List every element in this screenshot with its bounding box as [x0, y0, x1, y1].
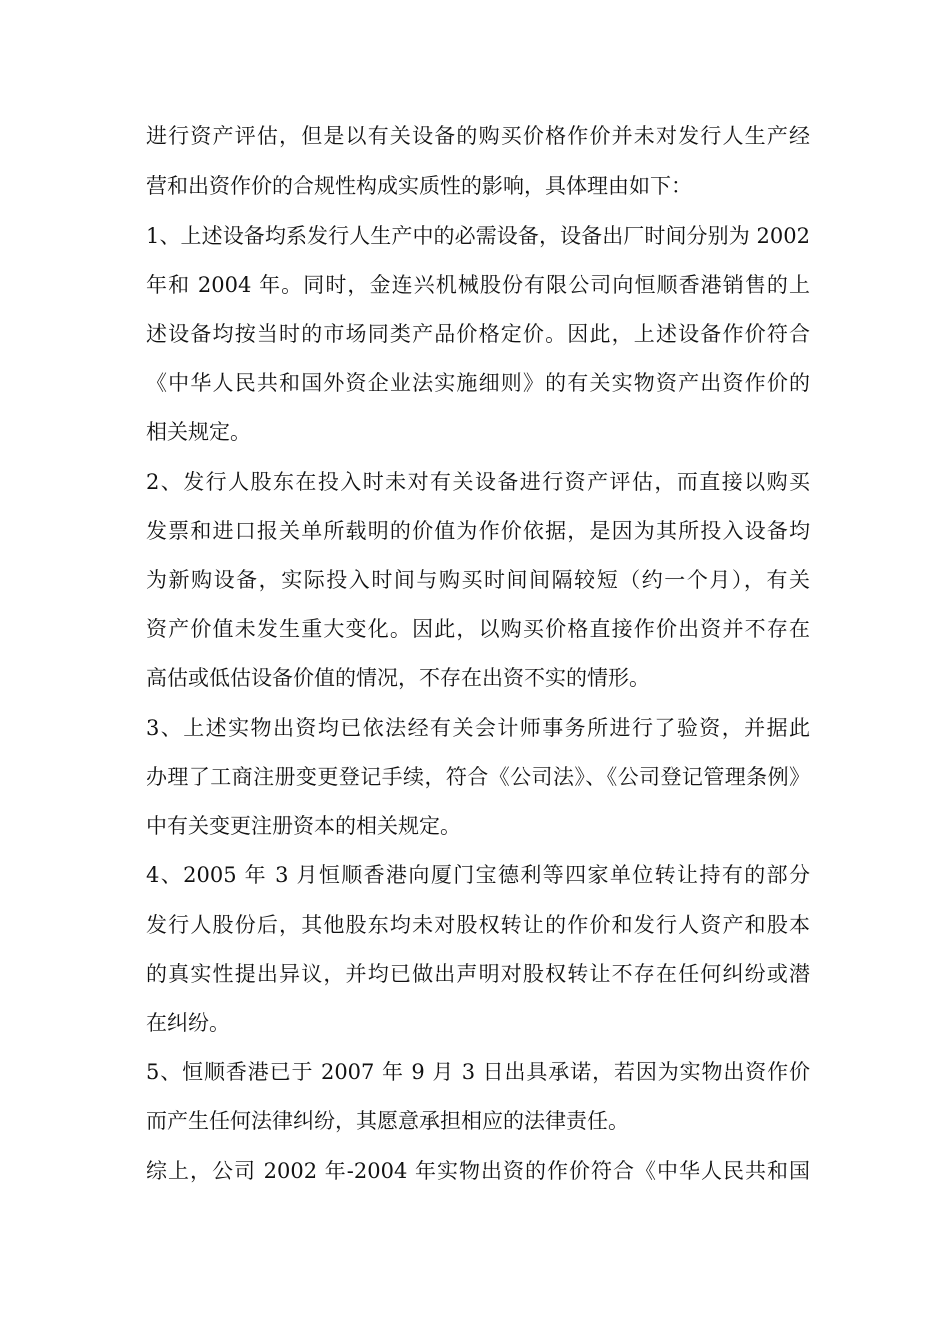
text-line: 3、上述实物出资均已依法经有关会计师事务所进行了验资，并据此	[146, 716, 810, 740]
text-line: 中有关变更注册资本的相关规定。	[146, 814, 461, 838]
text-line: 办理了工商注册变更登记手续，符合《公司法》、《公司登记管理条例》	[146, 765, 810, 789]
text-line: 综上，公司 2002 年-2004 年实物出资的作价符合《中华人民共和国	[146, 1159, 810, 1183]
text-line: 而产生任何法律纠纷，其愿意承担相应的法律责任。	[146, 1109, 629, 1133]
text-line: 5、恒顺香港已于 2007 年 9 月 3 日出具承诺，若因为实物出资作价	[146, 1060, 810, 1084]
text-line: 相关规定。	[146, 420, 251, 444]
text-line: 发票和进口报关单所载明的价值为作价依据，是因为其所投入设备均	[146, 519, 810, 543]
text-line: 1、上述设备均系发行人生产中的必需设备，设备出厂时间分别为 2002	[146, 224, 810, 248]
text-line: 4、2005 年 3 月恒顺香港向厦门宝德利等四家单位转让持有的部分	[146, 863, 810, 887]
text-line: 发行人股份后，其他股东均未对股权转让的作价和发行人资产和股本	[146, 913, 810, 937]
text-line: 营和出资作价的合规性构成实质性的影响，具体理由如下：	[146, 174, 692, 198]
text-line: 的真实性提出异议，并均已做出声明对股权转让不存在任何纠纷或潜	[146, 962, 810, 986]
text-line: 《中华人民共和国外资企业法实施细则》的有关实物资产出资作价的	[146, 371, 810, 395]
text-line: 2、发行人股东在投入时未对有关设备进行资产评估，而直接以购买	[146, 470, 810, 494]
text-line: 述设备均按当时的市场同类产品价格定价。因此，上述设备作价符合	[146, 322, 810, 346]
text-line: 年和 2004 年。同时，金连兴机械股份有限公司向恒顺香港销售的上	[146, 273, 810, 297]
text-line: 高估或低估设备价值的情况，不存在出资不实的情形。	[146, 666, 650, 690]
text-line: 为新购设备，实际投入时间与购买时间间隔较短（约一个月），有关	[146, 568, 810, 592]
text-line: 资产价值未发生重大变化。因此，以购买价格直接作价出资并不存在	[146, 617, 810, 641]
text-line: 在纠纷。	[146, 1011, 230, 1035]
text-line: 进行资产评估，但是以有关设备的购买价格作价并未对发行人生产经	[146, 124, 810, 148]
